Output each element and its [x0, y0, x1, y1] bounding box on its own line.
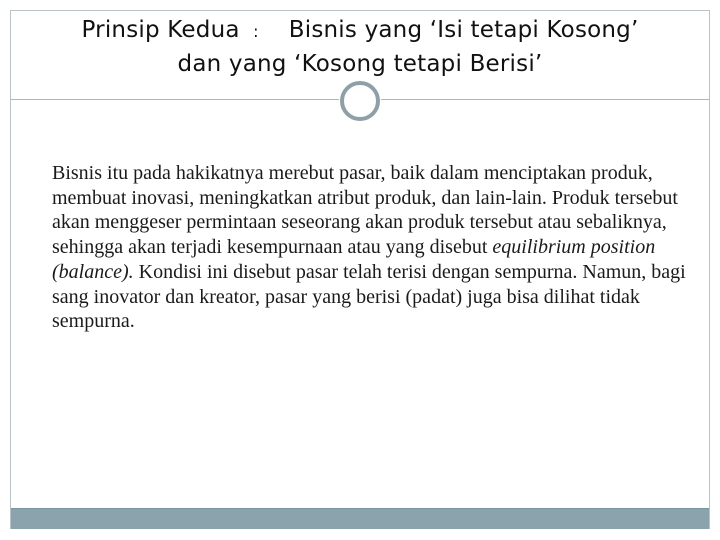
body-text-part-1: Bisnis itu pada hakikatnya merebut pasar, baik dalam menciptakan produk, membuat inovasi, meningkatkan atribut produk, dan lain-lain. Produk tersebut akan menggeser permintaan seseorang akan produk tersebut atau sebaliknya, sehingga akan terjadi kesempurnaan atau yang disebut	[52, 162, 678, 259]
title-rest: Bisnis yang ‘Isi tetapi Kosong’	[288, 17, 639, 43]
footer-accent-bar	[11, 508, 709, 529]
circle-ornament	[340, 81, 380, 121]
body-text-part-2: Kondisi ini disebut pasar telah terisi dengan sempurna. Namun, bagi sang inovator dan kreator, pasar yang berisi (padat) juga bisa dilihat tidak sempurna.	[52, 260, 686, 333]
title-divider-right	[381, 99, 709, 100]
title-line-1	[0, 14, 720, 48]
body-paragraph	[52, 161, 692, 334]
title-divider-left	[11, 99, 339, 100]
body-text-italic: equilibrium position (balance).	[52, 236, 656, 283]
title-line-2: dan yang ‘Kosong tetapi Berisi’	[177, 51, 543, 77]
title-separator: :	[253, 22, 259, 41]
slide-title	[0, 14, 720, 81]
title-prefix: Prinsip Kedua	[81, 17, 240, 43]
